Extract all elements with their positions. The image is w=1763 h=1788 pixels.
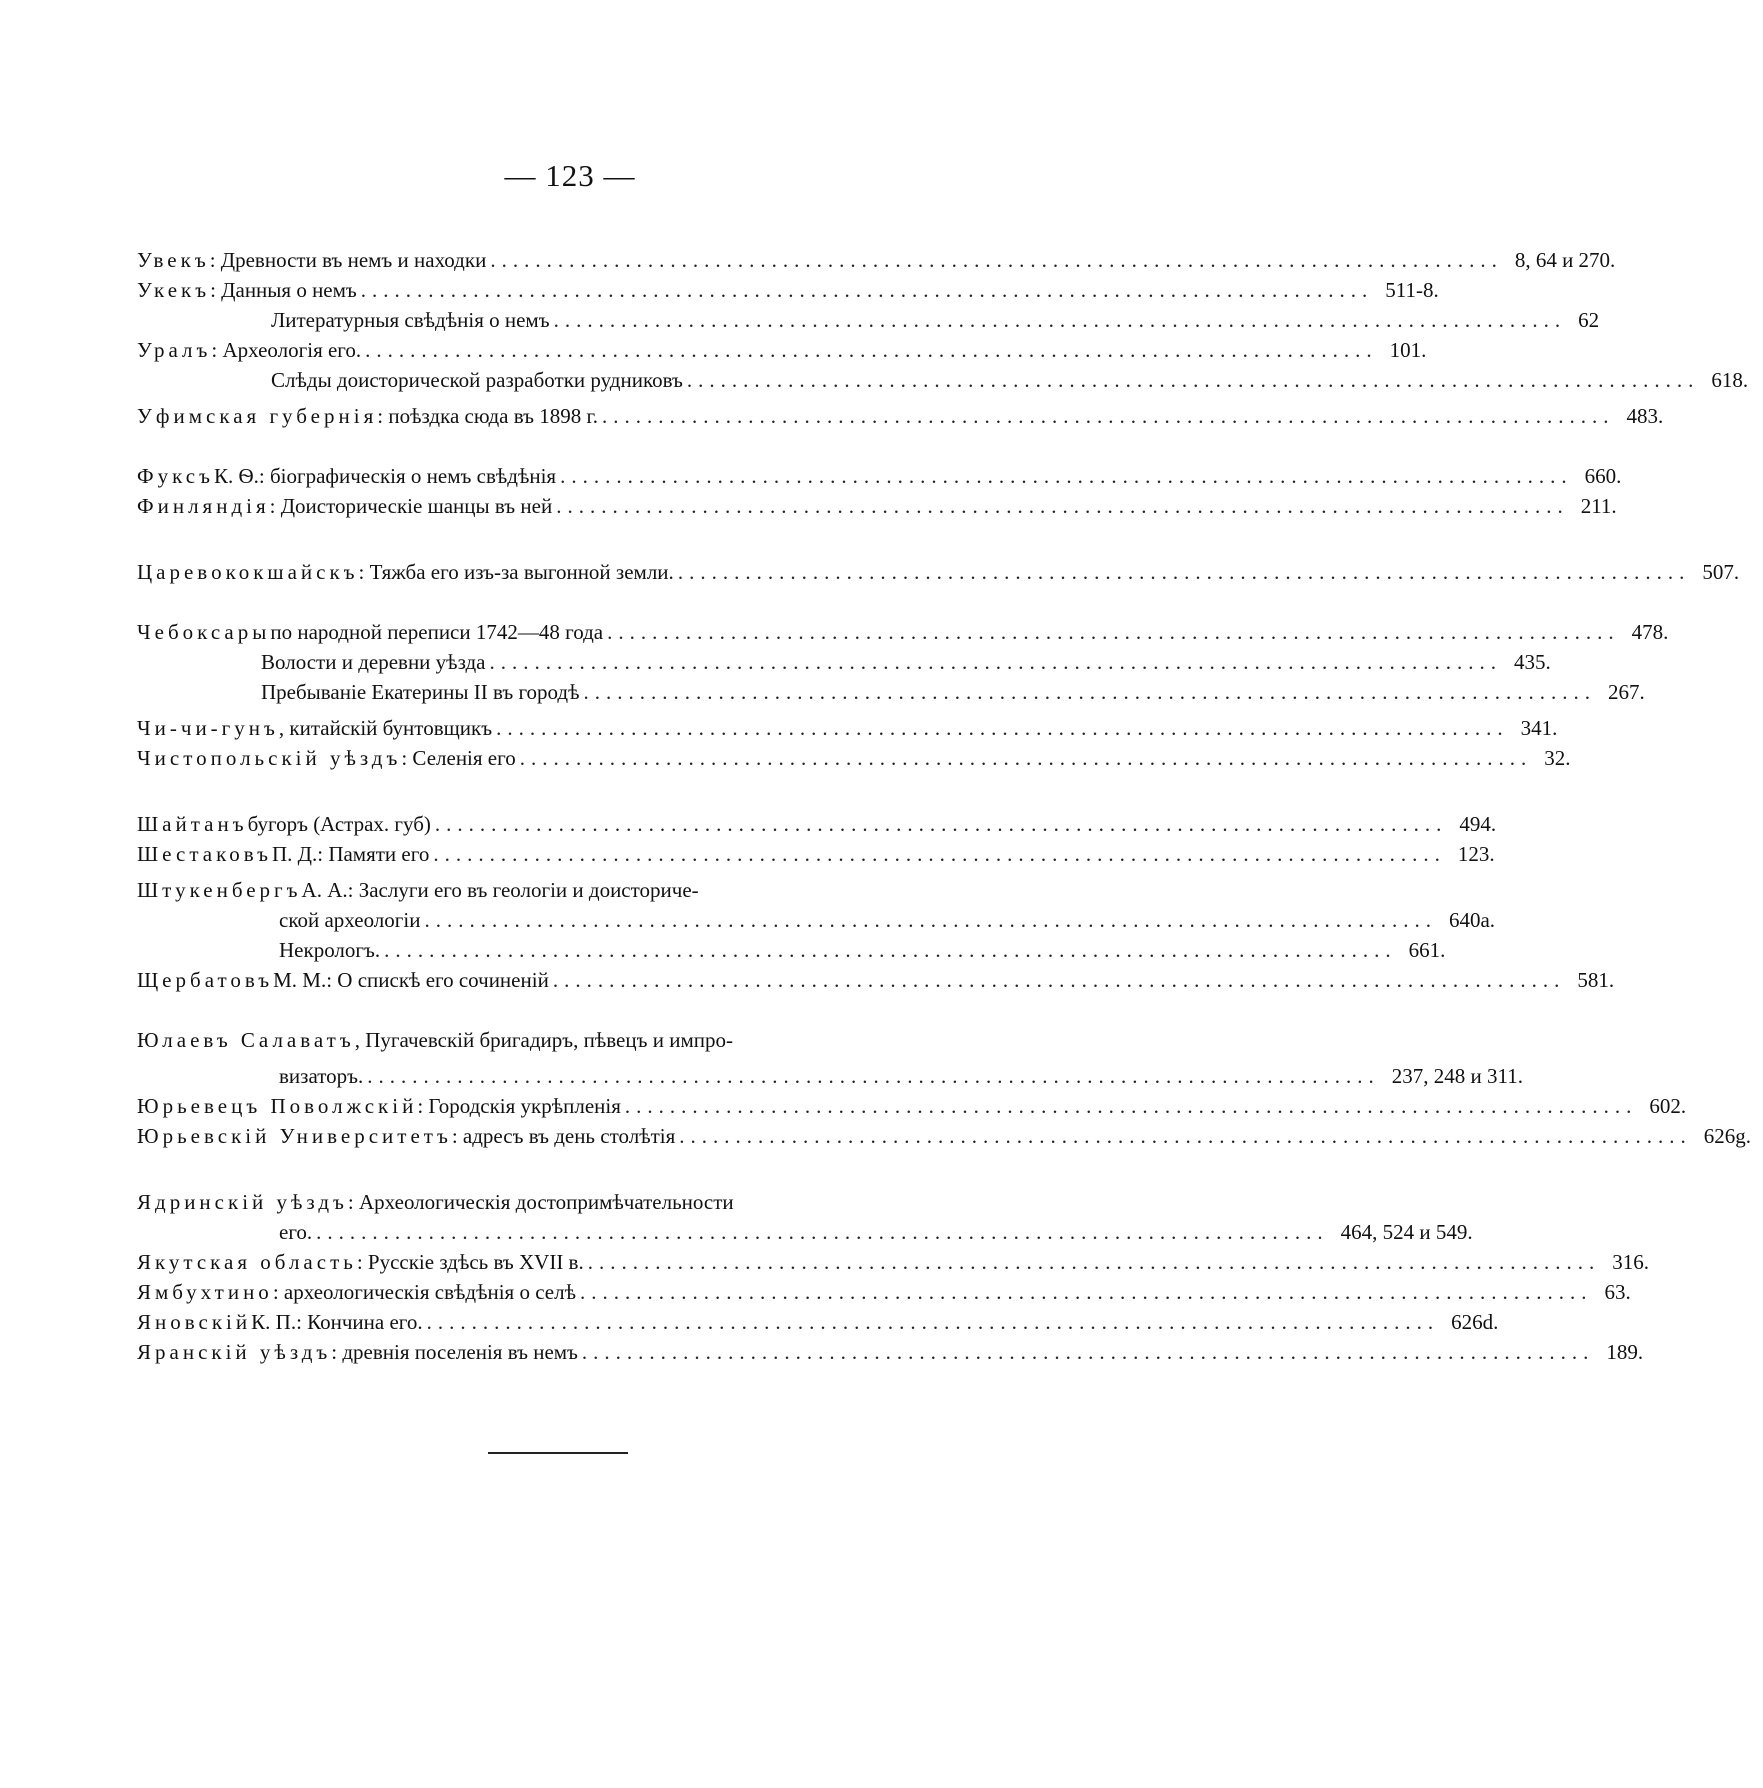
section-gap	[137, 771, 942, 801]
entry-page: 478.	[1631, 620, 1669, 644]
dot-leader: ..........................................................................................	[365, 338, 1378, 362]
entry-page: 602.	[1649, 1094, 1687, 1118]
entry-text: , Пугачевскій бригадиръ, пѣвецъ и импро-	[354, 1028, 733, 1052]
dot-leader: ..........................................................................................	[587, 1250, 1601, 1274]
dot-leader: ..........................................................................................	[583, 680, 1597, 704]
entry-page: 316.	[1612, 1250, 1649, 1274]
entry-page: 8, 64 и 270.	[1514, 248, 1616, 272]
dot-leader: ..........................................................................................	[433, 842, 1446, 866]
index-entry	[137, 963, 1615, 993]
entry-heading: Ядринскій уѣздъ	[137, 1190, 348, 1214]
dot-leader: ..........................................................................................	[601, 404, 1615, 428]
entry-page: 32.	[1544, 746, 1571, 770]
entry-heading: Щербатовъ	[137, 968, 274, 992]
dot-leader: ..........................................................................................	[624, 1094, 1638, 1118]
index-subentry	[137, 675, 1645, 705]
dot-leader: ..........................................................................................	[556, 494, 1569, 518]
index-entry	[137, 705, 1558, 741]
entry-heading: Чебоксары	[137, 620, 271, 644]
entry-text: его.	[279, 1220, 313, 1244]
entry-page: 435.	[1514, 650, 1551, 674]
entry-page: 341.	[1520, 716, 1558, 740]
index-entry	[137, 459, 1622, 489]
entry-heading: Штукенбергъ	[137, 878, 302, 902]
section-gap	[137, 993, 942, 1023]
entry-heading: Шестаковъ	[137, 842, 272, 866]
dot-leader: ..........................................................................................	[560, 464, 1573, 488]
index-entry	[137, 1305, 1499, 1335]
entry-text: бугоръ (Астрах. губ)	[247, 812, 431, 836]
dot-leader: ..........................................................................................	[686, 368, 1700, 392]
entry-page: 267.	[1608, 680, 1645, 704]
entry-heading: Чистопольскій уѣздъ	[137, 746, 402, 770]
entry-page: 464, 524 и 549.	[1340, 1220, 1473, 1244]
index-entry	[137, 333, 1427, 363]
entry-page: 626g.	[1703, 1124, 1752, 1148]
entry-heading: Юрьевскій Университетъ	[137, 1124, 452, 1148]
entry-text: : Археологія его.	[211, 338, 362, 362]
dot-leader: ..........................................................................................	[679, 1124, 1692, 1148]
entry-page: 618.	[1711, 368, 1749, 392]
entry-text: А. А.: Заслуги его въ геологіи и доисториче-	[301, 878, 699, 902]
index-entry	[137, 273, 1439, 303]
entry-text: К. П.: Кончина его.	[251, 1310, 423, 1334]
entry-text: ской археологіи	[279, 908, 421, 932]
index-entries	[137, 243, 1752, 1365]
entry-text: : Доисторическіе шанцы въ ней	[269, 494, 553, 518]
dot-leader: ..........................................................................................	[489, 650, 1502, 674]
dot-leader: ..........................................................................................	[426, 1310, 1440, 1334]
entry-heading: Чи-чи-гунъ	[137, 716, 279, 740]
dot-leader: ..........................................................................................	[490, 248, 1503, 272]
entry-page: 63.	[1604, 1280, 1631, 1304]
entry-text: П. Д.: Памяти его	[272, 842, 430, 866]
entry-heading: Якутская область	[137, 1250, 357, 1274]
index-subentry	[137, 933, 1446, 963]
index-entry	[137, 837, 1495, 867]
index-subentry	[137, 1053, 1523, 1089]
index-entry	[137, 1335, 1644, 1365]
dot-leader: ..........................................................................................	[579, 1280, 1593, 1304]
index-entry	[137, 1179, 942, 1215]
index-entry	[137, 867, 942, 903]
entry-heading: Яранскій уѣздъ	[137, 1340, 332, 1364]
entry-page: 661.	[1408, 938, 1446, 962]
entry-text: : древнія поселенія въ немъ	[331, 1340, 578, 1364]
dot-leader: ..........................................................................................	[384, 938, 1397, 962]
entry-page: 494.	[1459, 812, 1497, 836]
entry-text: Литературныя свѣдѣнія о немъ	[271, 308, 550, 332]
entry-heading: Финляндія	[137, 494, 270, 518]
entry-text: : Тяжба его изъ-за выгонной земли.	[358, 560, 674, 584]
entry-text: по народной переписи 1742—48 года	[270, 620, 604, 644]
dot-leader: ..........................................................................................	[360, 278, 1374, 302]
index-entry	[137, 801, 1497, 837]
section-gap	[137, 585, 942, 615]
entry-text: : Археологическія достопримѣчательности	[347, 1190, 734, 1214]
entry-heading: Увекъ	[137, 248, 210, 272]
dot-leader: ..........................................................................................	[607, 620, 1620, 644]
entry-heading: Ямбухтино	[137, 1280, 273, 1304]
entry-page: 101.	[1389, 338, 1427, 362]
index-subentry	[137, 363, 1749, 393]
index-entry	[137, 489, 1617, 519]
entry-heading: Царевококшайскъ	[137, 560, 359, 584]
entry-heading: Шайтанъ	[137, 812, 248, 836]
index-subentry	[137, 1215, 1473, 1245]
entry-page: 189.	[1606, 1340, 1644, 1364]
entry-heading: Укекъ	[137, 278, 211, 302]
entry-page: 640a.	[1448, 908, 1496, 932]
section-gap	[137, 519, 942, 549]
dot-leader: ..........................................................................................	[424, 908, 1437, 932]
entry-text: Волости и деревни уѣзда	[261, 650, 486, 674]
entry-text: : Русскіе здѣсь въ XVII в.	[356, 1250, 584, 1274]
page-number: — 123 —	[504, 158, 636, 193]
index-entry	[137, 1245, 1649, 1275]
entry-text: К. Ѳ.: біографическія о немъ свѣдѣнія	[213, 464, 557, 488]
dot-leader: ..........................................................................................	[581, 1340, 1595, 1364]
entry-page: 660.	[1584, 464, 1622, 488]
entry-text: Слѣды доисторической разработки рудниковъ	[271, 368, 683, 392]
index-entry	[137, 1119, 1752, 1149]
entry-page: 507.	[1702, 560, 1740, 584]
entry-text: М. М.: О спискѣ его сочиненій	[273, 968, 549, 992]
closing-rule	[488, 1452, 628, 1454]
index-subentry	[137, 303, 1600, 333]
entry-heading: Уралъ	[137, 338, 212, 362]
dot-leader: ..........................................................................................	[434, 812, 1448, 836]
entry-text: : археологическія свѣдѣнія о селѣ	[272, 1280, 576, 1304]
index-entry	[137, 741, 1571, 771]
section-gap	[137, 1149, 942, 1179]
index-entry	[137, 243, 1616, 273]
dot-leader: ..........................................................................................	[677, 560, 1691, 584]
entry-text: : Древности въ немъ и находки	[209, 248, 487, 272]
entry-text: Пребываніе Екатерины II въ городѣ	[261, 680, 580, 704]
index-subentry	[137, 903, 1496, 933]
entry-page: 581.	[1577, 968, 1615, 992]
entry-page: 237, 248 и 311.	[1391, 1064, 1523, 1088]
entry-text: : Данныя о немъ	[210, 278, 357, 302]
entry-text: : Городскія укрѣпленія	[417, 1094, 621, 1118]
entry-page: 511-8.	[1385, 278, 1439, 302]
dot-leader: ..........................................................................................	[367, 1064, 1380, 1088]
entry-page: 123.	[1457, 842, 1495, 866]
entry-page: 483.	[1626, 404, 1664, 428]
entry-text: : поѣздка сюда въ 1898 г.	[377, 404, 598, 428]
index-subentry	[137, 645, 1551, 675]
entry-page: 211.	[1580, 494, 1617, 518]
entry-heading: Юрьевецъ Поволжскій	[137, 1094, 418, 1118]
entry-heading: Уфимская губернія	[137, 404, 378, 428]
dot-leader: ..........................................................................................	[553, 308, 1567, 332]
index-entry	[137, 615, 1669, 645]
index-entry	[137, 393, 1664, 429]
dot-leader: ..........................................................................................	[519, 746, 1533, 770]
index-entry	[137, 1089, 1687, 1119]
entry-heading: Яновскій	[137, 1310, 252, 1334]
entry-heading: Юлаевъ Салаватъ	[137, 1028, 355, 1052]
entry-text: : адресъ въ день столѣтія	[451, 1124, 676, 1148]
entry-text: : Селенія его	[401, 746, 516, 770]
entry-text: визаторъ.	[279, 1064, 364, 1088]
dot-leader: ..........................................................................................	[496, 716, 1509, 740]
index-entry	[137, 549, 1740, 585]
entry-text: , китайскій бунтовщикъ	[278, 716, 493, 740]
section-gap	[137, 429, 942, 459]
index-entry	[137, 1275, 1631, 1305]
entry-heading: Фуксъ	[137, 464, 214, 488]
index-entry	[137, 1023, 942, 1053]
dot-leader: ..........................................................................................	[552, 968, 1566, 992]
entry-text: Некрологъ.	[279, 938, 381, 962]
entry-page: 626d.	[1451, 1310, 1499, 1334]
dot-leader: ..........................................................................................	[316, 1220, 1329, 1244]
entry-page: 62	[1578, 308, 1600, 332]
